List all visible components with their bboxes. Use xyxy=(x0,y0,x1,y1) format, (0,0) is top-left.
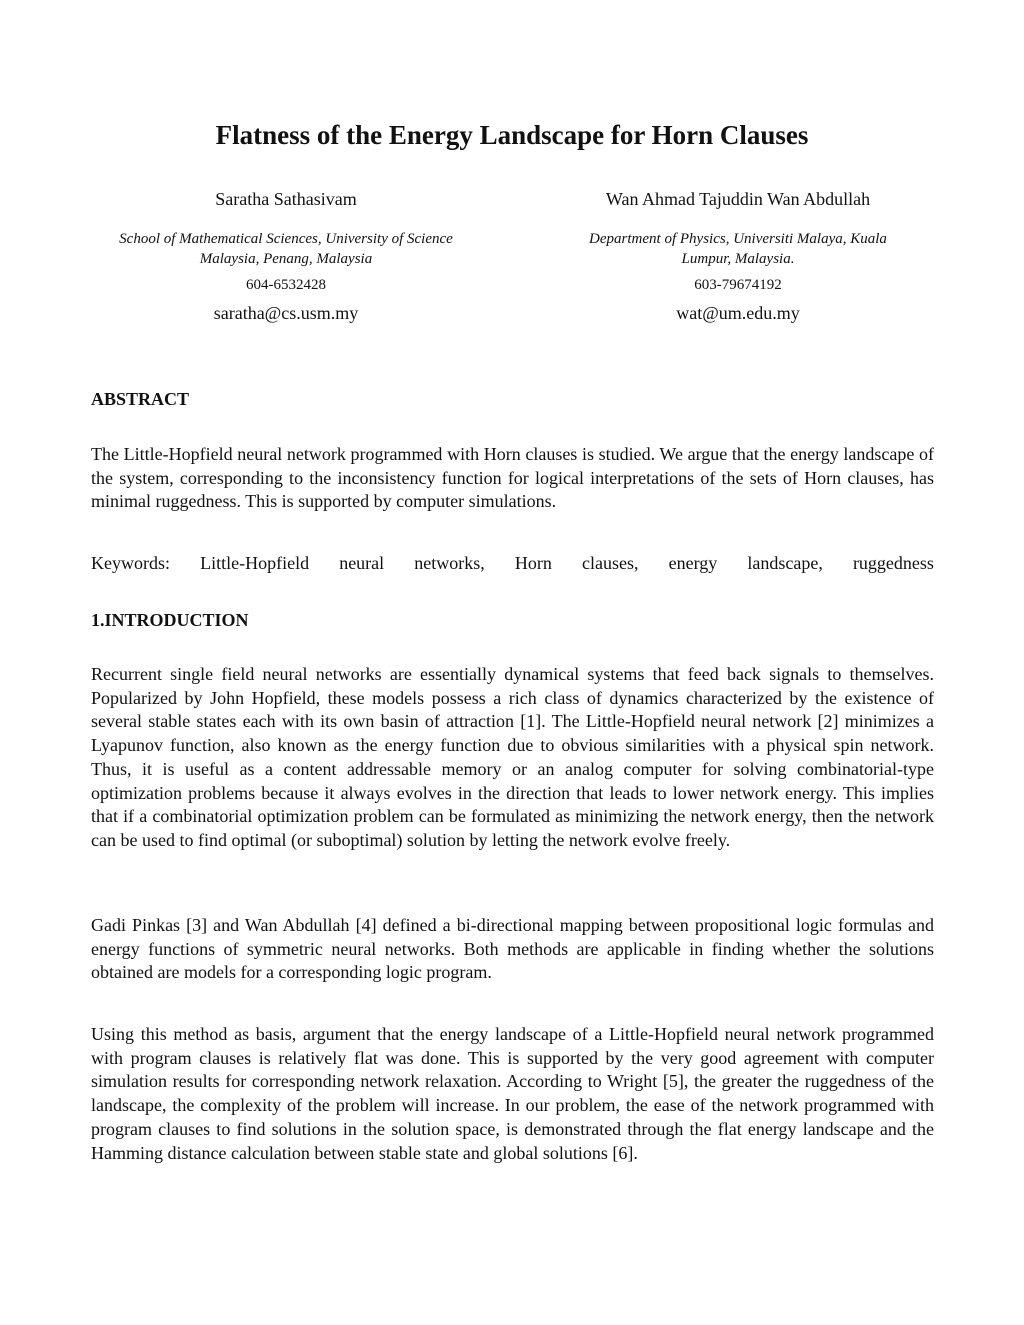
author-name: Wan Ahmad Tajuddin Wan Abdullah xyxy=(605,189,871,209)
author-affiliation: Department of Physics, Universiti Malaya, Kuala xyxy=(589,231,887,247)
intro-paragraph-1: Recurrent single field neural networks are essentially dynamical systems that feed back signals to themselves. Popularized by John Hopfield, these models possess a rich class of dynamics characterized by the existence of several stable states each with its own basin of attraction [1]. The Little-Hopfield neural network [2] minimizes a Lyapunov function, also known as the energy function due to obvious similarities with a physical spin network. Thus, it is useful as a content addressable memory or an analog computer for solving combinatorial-type optimization problems because it always evolves in the direction that leads to lower network energy. This implies that if a combinatorial optimization problem can be formulated as minimizing the network energy, then the network can be used to find optimal (or suboptimal) solution by letting the network evolve freely. xyxy=(91,664,934,850)
abstract-heading: ABSTRACT xyxy=(91,389,190,409)
keyword: Little-Hopfield xyxy=(200,553,310,573)
author-affiliation: Malaysia, Penang, Malaysia xyxy=(199,251,373,267)
author-block-1 xyxy=(80,188,492,324)
keyword: Horn xyxy=(514,553,552,573)
author-email: wat@um.edu.my xyxy=(676,303,800,323)
keyword: energy xyxy=(668,553,718,573)
intro-paragraph-3: Using this method as basis, argument that the energy landscape of a Little-Hopfield neural network programmed with program clauses is relatively flat was done. This is supported by the very good agreement with computer simulation results for corresponding network relaxation. According to Wright [5], the greater the ruggedness of the landscape, the complexity of the problem will increase. In our problem, the ease of the network programmed with program clauses to find solutions in the solution space, is demonstrated through the flat energy landscape and the Hamming distance calculation between stable state and global solutions [6]. xyxy=(91,1024,934,1163)
keyword: networks, xyxy=(414,553,485,573)
keyword: neural xyxy=(339,553,385,573)
author-name: Saratha Sathasivam xyxy=(215,189,357,209)
author-affiliation: School of Mathematical Sciences, University of Science xyxy=(119,231,453,247)
keywords-label: Keywords: xyxy=(91,553,170,573)
introduction-heading: 1.INTRODUCTION xyxy=(91,610,249,630)
author-phone: 603-79674192 xyxy=(694,277,782,293)
paper-title: Flatness of the Energy Landscape for Horn Clauses xyxy=(215,120,809,150)
author-email: saratha@cs.usm.my xyxy=(213,303,359,323)
keyword: clauses, xyxy=(582,553,639,573)
keyword: landscape, xyxy=(747,553,823,573)
author-phone: 604-6532428 xyxy=(246,277,326,293)
abstract-text: The Little-Hopfield neural network programmed with Horn clauses is studied. We argue that the energy landscape of the system, corresponding to the inconsistency function for logical interpretations of the sets of Horn clauses, has minimal ruggedness. This is supported by computer simulations. xyxy=(91,444,934,512)
keyword: ruggedness xyxy=(852,553,934,573)
author-affiliation: Lumpur, Malaysia. xyxy=(681,251,795,267)
keywords-line xyxy=(91,551,934,575)
intro-paragraph-2: Gadi Pinkas [3] and Wan Abdullah [4] defined a bi-directional mapping between propositional logic formulas and energy functions of symmetric neural networks. Both methods are applicable in finding whether the solutions obtained are models for a corresponding logic program. xyxy=(91,915,934,983)
author-block-2 xyxy=(560,188,916,324)
